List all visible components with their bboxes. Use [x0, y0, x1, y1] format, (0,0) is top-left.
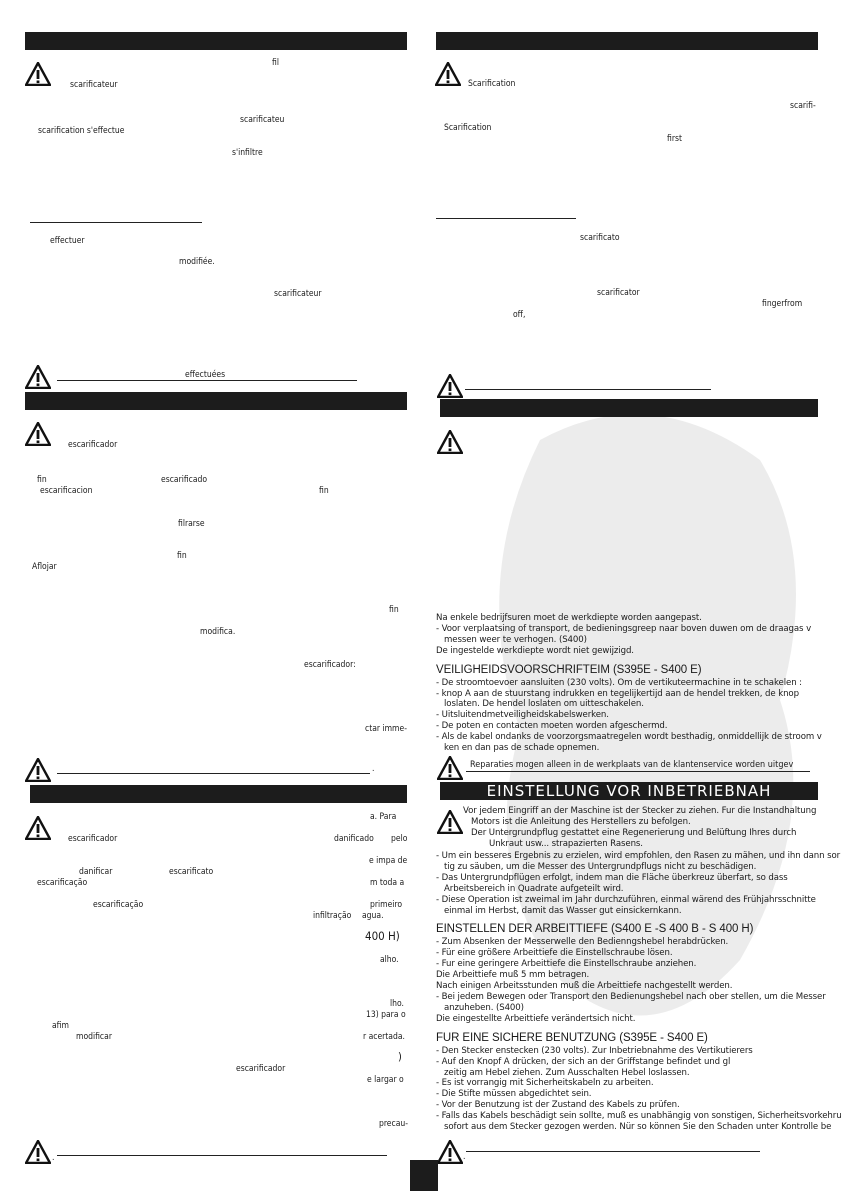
pt-fragment: infiltração: [313, 911, 352, 921]
de-line: tig zu säuben, um die Messer des Untergrundpflugs nicht zu beschädigen.: [444, 861, 757, 872]
warning-icon: [435, 62, 461, 86]
warning-icon: [25, 758, 51, 782]
nl-line: messen weer te verhogen. (S400): [444, 634, 587, 645]
de-line: - Falls das Kabels beschädigt sein sollte, muß es unabhängig von sonstigen, Sicherheitsvorkehru: [436, 1111, 842, 1122]
pt-fragment: escarificação: [93, 900, 144, 910]
de-line: - Es ist vorrangig mit Sicherheitskabeln zu arbeiten.: [436, 1078, 654, 1089]
nl-line: De ingestelde werkdiepte wordt niet gewijzigd.: [436, 645, 634, 656]
nl-heading: VEILIGHEIDSVOORSCHRIFTEIM (S395E - S400 E): [436, 663, 702, 676]
pt-fragment: pelo: [391, 834, 408, 844]
pt-fragment: escarificador: [236, 1064, 286, 1074]
nl-line: loslaten. De hendel loslaten om uitteschakelen.: [444, 699, 644, 710]
de-line: - Fur eine geringere Arbeittiefe die Einstellschraube anziehen.: [436, 959, 697, 970]
section-bar-es: [25, 392, 407, 410]
de-line: Arbeitsbereich in Quadrate aufgeteilt wird.: [444, 883, 624, 894]
pt-fragment: primeiro: [370, 900, 403, 910]
de-line: Die eingestellte Arbeittiefe verändertsich nicht.: [436, 1013, 636, 1024]
pt-fragment: agua.: [362, 911, 384, 921]
rule: [436, 218, 576, 219]
warning-icon: [25, 365, 51, 389]
nl-line: - Voor verplaatsing of transport, de bedieningsgreep naar boven duwen om de draagas v: [436, 623, 812, 634]
es-fragment: filrarse: [178, 519, 205, 529]
de-line: einmal im Herbst, damit das Wasser gut einsickernkann.: [444, 905, 682, 916]
de-line: Nach einigen Arbeitsstunden muß die Arbeittiefe nachgestellt werden.: [436, 981, 733, 992]
rule: [57, 773, 370, 774]
es-fragment: escarificador: [68, 440, 118, 450]
fr-fragment: scarification s'effectue: [38, 126, 125, 136]
de-heading: EINSTELLEN DER ARBEITTIEFE (S400 E -S 400 B - S 400 H): [436, 923, 754, 936]
es-fragment: Aflojar: [32, 562, 57, 572]
de-intro: [463, 806, 816, 850]
fr-fragment: scarificateur: [274, 289, 322, 299]
section-bar-fr: [25, 32, 407, 50]
warning-icon: [437, 1140, 466, 1164]
de-line: - Für eine größere Arbeittiefe die Einstellschraube lösen.: [436, 948, 673, 959]
en-fragment: Scarification: [444, 123, 492, 133]
warning-icon: [25, 422, 51, 446]
fr-fragment: s'infiltre: [232, 148, 263, 158]
pt-fragment: ): [398, 1050, 402, 1063]
pt-fragment: a. Para: [370, 812, 397, 822]
section-bar-nl: [440, 399, 818, 417]
fr-fragment: scarificateur: [70, 80, 118, 90]
warning-icon: [25, 62, 51, 86]
section-bar-en: [436, 32, 818, 50]
pt-fragment: precau-: [379, 1119, 409, 1129]
es-fragment: escarificado: [161, 475, 208, 485]
nl-line: - De poten en contacten moeten worden afgeschermd.: [436, 721, 668, 732]
warning-icon: [25, 816, 51, 840]
de-footer-mark: .: [463, 1152, 466, 1162]
nl-line: - De stroomtoevoer aansluiten (230 volts). Om de vertikuteermachine in te schakelen :: [436, 677, 802, 688]
de-line: Die Arbeittiefe muß 5 mm betragen.: [436, 970, 590, 981]
es-fragment: fin: [37, 475, 47, 485]
es-fragment: fin: [389, 605, 399, 615]
nl-line: ken en dan pas de schade opnemen.: [444, 743, 600, 754]
de-line: Unkraut usw... strapazierten Rasens.: [489, 838, 643, 849]
de-line: Der Untergrundpflug gestattet eine Regenerierung und Belüftung Ihres durch: [471, 827, 797, 838]
de-line: - Diese Operation ist zweimal im Jahr durchzuführen, einmal wärend des Frühjahrsschnitte: [436, 894, 816, 905]
de-line: - Auf den Knopf A drücken, der sich an der Griffstange befindet und gl: [436, 1056, 731, 1067]
rule: [466, 771, 810, 772]
nl-line: Na enkele bedrijfsuren moet de werkdiepte worden aangepast.: [436, 613, 702, 623]
de-line: - Das Untergrundpflügen erfolgt, indem man die Fläche überkreuz überfart, so dass: [436, 872, 788, 883]
de-line: - Vor der Benutzung ist der Zustand des Kabels zu prüfen.: [436, 1100, 680, 1111]
pt-fragment: .: [52, 1153, 55, 1163]
es-fragment: escarificacion: [40, 486, 93, 496]
rule: [465, 389, 711, 390]
es-fragment: modifica.: [200, 627, 236, 637]
en-fragment: Scarification: [468, 79, 516, 89]
en-fragment: off,: [513, 310, 526, 320]
pt-fragment: e impa de: [369, 856, 408, 866]
es-fragment: .: [372, 764, 375, 774]
es-fragment: escarificador:: [304, 660, 356, 670]
warning-icon: [437, 810, 463, 834]
fr-fragment: scarificateu: [240, 115, 285, 125]
de-line: anzuheben. (S400): [444, 1002, 524, 1013]
pt-fragment: danificado: [334, 834, 374, 844]
de-line: - Den Stecker enstecken (230 volts). Zur Inbetriebnahme des Vertikutierers: [436, 1045, 753, 1056]
de-line: zeitig am Hebel ziehen. Zum Ausschalten Hebel loslassen.: [444, 1067, 690, 1078]
pt-fragment: danificar: [79, 867, 113, 877]
pt-fragment: e largar o: [367, 1075, 404, 1085]
en-fragment: fingerfrom: [762, 299, 803, 309]
en-fragment: scarifi-: [790, 101, 816, 111]
rule: [30, 222, 202, 223]
nl-line: - knop A aan de stuurstang indrukken en tegelijkertijd aan de hendel trekken, de knop: [436, 688, 799, 699]
warning-icon: [437, 756, 463, 780]
fr-fragment: effectuer: [50, 236, 85, 246]
de-line: sofort aus dem Stecker gezogen werden. Nür so können Sie den Schaden unter Kontrolle be: [444, 1122, 832, 1133]
de-line: - Zum Absenken der Messerwelle den Bedienngshebel herabdrücken.: [436, 937, 729, 948]
de-line: Motors ist die Anleitung des Herstellers zu befolgen.: [471, 816, 691, 827]
warning-icon: [437, 374, 463, 398]
fr-fragment: modifiée.: [179, 257, 215, 267]
warning-icon: [437, 430, 463, 454]
en-fragment: first: [667, 134, 682, 144]
es-fragment: fin: [177, 551, 187, 561]
nl-line: - Als de kabel ondanks de voorzorgsmaatregelen wordt besthadig, onmiddellijk de stroom v: [436, 732, 822, 743]
pt-fragment: modificar: [76, 1032, 112, 1042]
pt-fragment: escarificador: [68, 834, 118, 844]
pt-fragment: r acertada.: [363, 1032, 405, 1042]
page-number-tab: [410, 1160, 438, 1191]
de-line: - Bei jedem Bewegen oder Transport den Bedienungshebel nach ober stellen, um die Messer: [436, 991, 826, 1002]
pt-fragment: 400 H): [365, 929, 400, 943]
pt-fragment: escarificato: [169, 867, 214, 877]
nl-line: - Uitsluitendmetveiligheidskabelswerken.: [436, 710, 609, 721]
pt-fragment: alho.: [380, 955, 399, 965]
es-fragment: ctar imme-: [365, 724, 407, 734]
de-body: [436, 851, 842, 1133]
warning-icon: [25, 1140, 51, 1164]
pt-fragment: 13) para o: [366, 1010, 406, 1020]
pt-fragment: lho.: [390, 999, 404, 1009]
en-fragment: scarificato: [580, 233, 620, 243]
fr-fragment: fil: [272, 58, 279, 68]
pt-fragment: escarificação: [37, 878, 88, 888]
fr-fragment: effectuées: [185, 370, 226, 380]
nl-warning-text: Reparaties mogen alleen in de werkplaats van de klantenservice worden uitgev: [470, 760, 794, 770]
section-title-de: EINSTELLUNG VOR INBETRIEBNAH: [440, 782, 818, 800]
de-line: - Um ein besseres Ergebnis zu erzielen, wird empfohlen, den Rasen zu mähen, und ihn dann sor: [436, 851, 841, 861]
section-bar-pt: [30, 785, 407, 803]
es-fragment: fin: [319, 486, 329, 496]
en-fragment: scarificator: [597, 288, 640, 298]
rule: [57, 1155, 387, 1156]
de-heading: FUR EINE SICHERE BENUTZUNG (S395E - S400 E): [436, 1031, 708, 1044]
de-line: - Die Stifte müssen abgedichtet sein.: [436, 1089, 592, 1100]
pt-fragment: m toda a: [370, 878, 405, 888]
de-line: Vor jedem Eingriff an der Maschine ist der Stecker zu ziehen. Fur die Instandhaltung: [463, 806, 817, 816]
rule: [466, 1151, 760, 1152]
nl-intro: [436, 613, 822, 754]
pt-fragment: afim: [52, 1021, 69, 1031]
